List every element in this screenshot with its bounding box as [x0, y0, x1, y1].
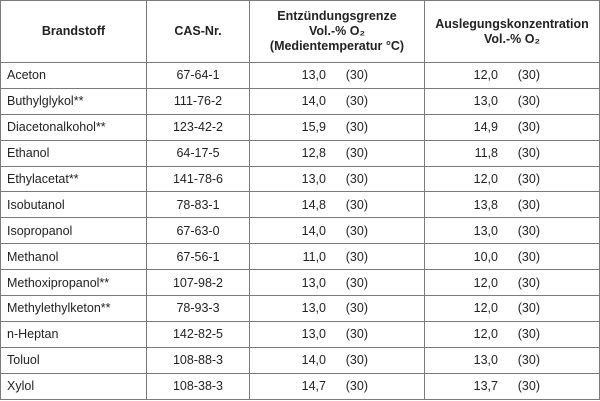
- ignition-limit-temperature: (30): [345, 327, 368, 342]
- table-row: [1, 166, 600, 192]
- header-design-concentration-line-2: Vol.-% O₂: [483, 31, 541, 46]
- ignition-limit-value: 14,8: [301, 197, 326, 212]
- table-row: [1, 244, 600, 270]
- ignition-limit-temperature: (30): [345, 68, 368, 83]
- table-row: [1, 321, 600, 347]
- ignition-limit-value: 14,7: [301, 379, 326, 394]
- header-design-concentration: [425, 1, 600, 63]
- design-concentration-temperature: (30): [517, 275, 540, 290]
- cell-design-concentration: [425, 192, 600, 218]
- ignition-limit-value: 13,0: [301, 327, 326, 342]
- header-ignition-limit-line-1: Entzündungsgrenze: [277, 9, 397, 23]
- design-concentration-temperature: (30): [517, 94, 540, 109]
- ignition-limit-value: 14,0: [301, 223, 326, 238]
- cell-design-concentration: [425, 270, 600, 296]
- ignition-limit-value: 13,0: [301, 275, 326, 290]
- cell-ignition-limit: [250, 166, 425, 192]
- ignition-limit-value: 13,0: [301, 68, 326, 83]
- ignition-limit-temperature: (30): [345, 301, 368, 316]
- cell-fuel: Buthylglykol**: [1, 88, 147, 114]
- cell-fuel: Methylethylketon**: [1, 296, 147, 322]
- cell-cas: 78-83-1: [147, 192, 250, 218]
- ignition-limit-temperature: (30): [345, 172, 368, 186]
- cell-design-concentration: [425, 140, 600, 166]
- cell-ignition-limit: [250, 192, 425, 218]
- ignition-limit-temperature: (30): [345, 94, 368, 109]
- cell-design-concentration: [425, 244, 600, 270]
- table-row: [1, 63, 600, 89]
- cell-cas: 64-17-5: [147, 140, 250, 166]
- ignition-limit-temperature: (30): [345, 223, 368, 238]
- design-concentration-temperature: (30): [517, 120, 540, 135]
- ignition-limit-value: 12,8: [301, 146, 326, 161]
- header-ignition-limit-line-2: Vol.-% O₂: [308, 24, 366, 38]
- design-concentration-value: 11,8: [474, 146, 498, 161]
- header-ignition-limit-line-3: (Medientemperatur °C): [269, 39, 405, 53]
- design-concentration-value: 12,0: [473, 68, 498, 83]
- design-concentration-value: 12,0: [473, 275, 498, 290]
- design-concentration-value: 13,0: [473, 94, 498, 109]
- design-concentration-temperature: (30): [517, 249, 540, 264]
- header-fuel: Brandstoff: [1, 1, 147, 63]
- cell-ignition-limit: [250, 140, 425, 166]
- ignition-limit-value: 13,0: [301, 172, 326, 186]
- design-concentration-temperature: (30): [517, 146, 540, 161]
- design-concentration-value: 13,7: [473, 379, 498, 394]
- cell-ignition-limit: [250, 373, 425, 399]
- cell-cas: 108-38-3: [147, 373, 250, 399]
- table-row: [1, 114, 600, 140]
- ignition-limit-temperature: (30): [345, 275, 368, 290]
- ignition-limit-value: 13,0: [301, 301, 326, 316]
- cell-design-concentration: [425, 296, 600, 322]
- design-concentration-temperature: (30): [517, 301, 540, 316]
- cell-cas: 67-56-1: [147, 244, 250, 270]
- table-row: [1, 140, 600, 166]
- table-body: [1, 63, 600, 400]
- design-concentration-value: 14,9: [473, 120, 498, 135]
- cell-design-concentration: [425, 218, 600, 244]
- design-concentration-value: 13,0: [473, 353, 498, 368]
- table-row: [1, 218, 600, 244]
- cell-cas: 141-78-6: [147, 166, 250, 192]
- ignition-limit-temperature: (30): [345, 197, 368, 212]
- cell-design-concentration: [425, 88, 600, 114]
- design-concentration-value: 13,0: [473, 223, 498, 238]
- cell-design-concentration: [425, 114, 600, 140]
- ignition-limit-temperature: (30): [345, 353, 368, 368]
- design-concentration-value: 13,8: [473, 197, 498, 212]
- cell-fuel: Methoxipropanol**: [1, 270, 147, 296]
- cell-cas: 142-82-5: [147, 321, 250, 347]
- table-row: [1, 192, 600, 218]
- design-concentration-value: 12,0: [473, 172, 498, 186]
- cell-ignition-limit: [250, 218, 425, 244]
- header-cas: CAS-Nr.: [147, 1, 250, 63]
- cell-fuel: Isopropanol: [1, 218, 147, 244]
- ignition-limit-temperature: (30): [345, 379, 368, 394]
- cell-design-concentration: [425, 63, 600, 89]
- cell-fuel: n-Heptan: [1, 321, 147, 347]
- cell-ignition-limit: [250, 244, 425, 270]
- table-header-row: [1, 1, 600, 63]
- cell-fuel: Isobutanol: [1, 192, 147, 218]
- design-concentration-temperature: (30): [517, 379, 540, 394]
- ignition-limit-value: 11,0: [302, 249, 326, 264]
- cell-design-concentration: [425, 166, 600, 192]
- design-concentration-temperature: (30): [517, 68, 540, 83]
- design-concentration-temperature: (30): [517, 353, 540, 368]
- cell-cas: 67-64-1: [147, 63, 250, 89]
- ignition-limit-temperature: (30): [345, 120, 368, 135]
- ignition-limit-value: 14,0: [301, 353, 326, 368]
- cell-fuel: Aceton: [1, 63, 147, 89]
- table-row: [1, 373, 600, 399]
- design-concentration-value: 12,0: [473, 301, 498, 316]
- cell-ignition-limit: [250, 63, 425, 89]
- cell-fuel: Ethanol: [1, 140, 147, 166]
- ignition-limit-value: 14,0: [301, 94, 326, 109]
- design-concentration-temperature: (30): [517, 197, 540, 212]
- cell-design-concentration: [425, 347, 600, 373]
- cell-ignition-limit: [250, 347, 425, 373]
- cell-cas: 123-42-2: [147, 114, 250, 140]
- cell-design-concentration: [425, 321, 600, 347]
- cell-cas: 111-76-2: [147, 88, 250, 114]
- header-ignition-limit: [250, 1, 425, 63]
- table-row: [1, 270, 600, 296]
- cell-ignition-limit: [250, 88, 425, 114]
- cell-fuel: Toluol: [1, 347, 147, 373]
- ignition-limit-temperature: (30): [345, 249, 368, 264]
- table-row: [1, 296, 600, 322]
- design-concentration-temperature: (30): [517, 327, 540, 342]
- design-concentration-value: 10,0: [473, 249, 498, 264]
- design-concentration-temperature: (30): [517, 172, 540, 186]
- ignition-limit-value: 15,9: [301, 120, 326, 135]
- cell-ignition-limit: [250, 296, 425, 322]
- cell-cas: 67-63-0: [147, 218, 250, 244]
- cell-design-concentration: [425, 373, 600, 399]
- design-concentration-temperature: (30): [517, 223, 540, 238]
- cell-cas: 108-88-3: [147, 347, 250, 373]
- cell-fuel: Ethylacetat**: [1, 166, 147, 192]
- cell-fuel: Diacetonalkohol**: [1, 114, 147, 140]
- table-row: [1, 88, 600, 114]
- ignition-limit-temperature: (30): [345, 146, 368, 161]
- cell-ignition-limit: [250, 114, 425, 140]
- table-row: [1, 347, 600, 373]
- cell-cas: 107-98-2: [147, 270, 250, 296]
- cell-ignition-limit: [250, 270, 425, 296]
- cell-cas: 78-93-3: [147, 296, 250, 322]
- cell-fuel: Methanol: [1, 244, 147, 270]
- design-concentration-value: 12,0: [473, 327, 498, 342]
- cell-ignition-limit: [250, 321, 425, 347]
- header-design-concentration-line-1: Auslegungskonzentration: [435, 16, 589, 31]
- cell-fuel: Xylol: [1, 373, 147, 399]
